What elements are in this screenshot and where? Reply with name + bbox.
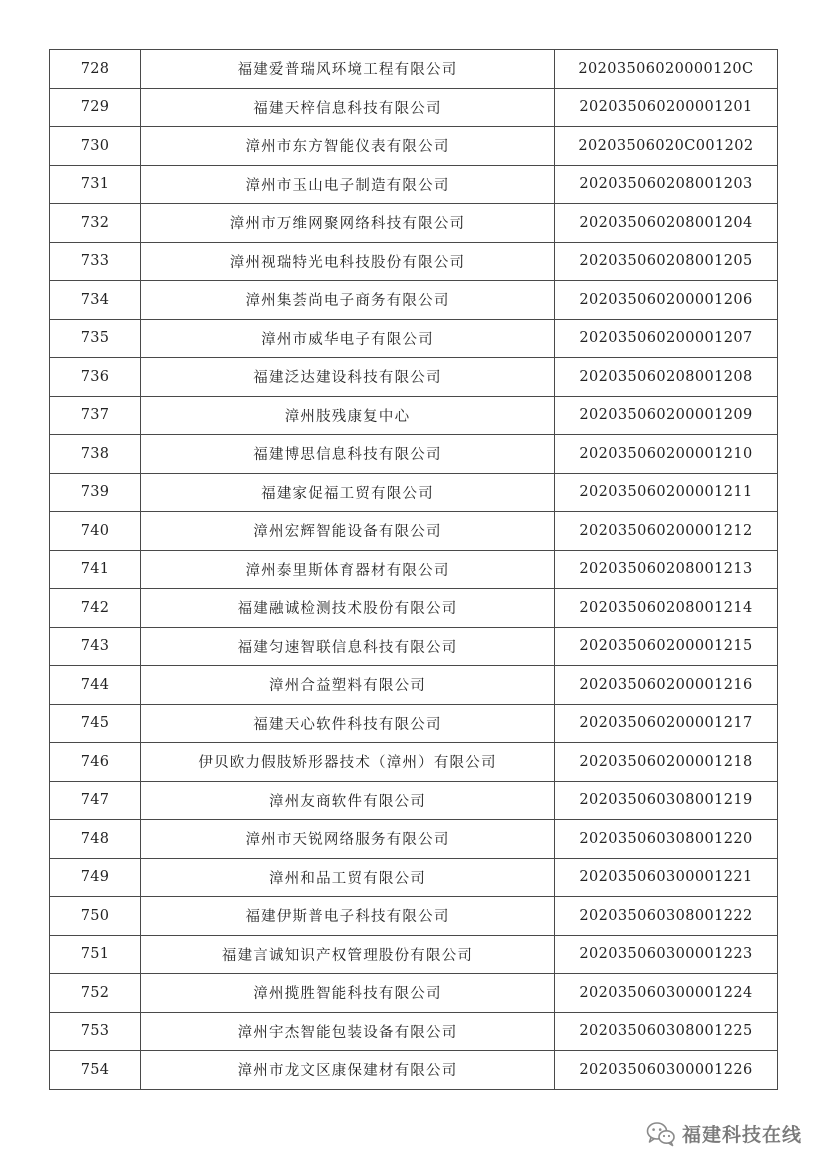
company-name: 漳州宏辉智能设备有限公司	[141, 512, 555, 551]
registration-code: 202035060300001223	[555, 935, 778, 974]
table-row	[50, 627, 778, 666]
row-number: 751	[50, 935, 141, 974]
company-name: 漳州合益塑料有限公司	[141, 666, 555, 705]
watermark-text: 福建科技在线	[681, 1124, 802, 1146]
company-name: 漳州视瑞特光电科技股份有限公司	[141, 242, 555, 281]
registration-code: 202035060200001201	[555, 88, 778, 127]
company-name: 漳州和品工贸有限公司	[141, 858, 555, 897]
table-row	[50, 50, 778, 89]
company-name: 漳州市威华电子有限公司	[141, 319, 555, 358]
table-row	[50, 1051, 778, 1090]
company-name: 福建融诚检测技术股份有限公司	[141, 589, 555, 628]
row-number: 746	[50, 743, 141, 782]
registration-code: 202035060200001218	[555, 743, 778, 782]
registration-code: 202035060200001216	[555, 666, 778, 705]
row-number: 737	[50, 396, 141, 435]
table-row	[50, 1012, 778, 1051]
row-number: 743	[50, 627, 141, 666]
table-row	[50, 666, 778, 705]
row-number: 733	[50, 242, 141, 281]
company-name: 漳州市玉山电子制造有限公司	[141, 165, 555, 204]
registration-code: 20203506020C001202	[555, 127, 778, 166]
row-number: 731	[50, 165, 141, 204]
row-number: 736	[50, 358, 141, 397]
table-row	[50, 396, 778, 435]
registration-code: 202035060308001219	[555, 781, 778, 820]
table-row	[50, 473, 778, 512]
watermark	[646, 1120, 802, 1147]
row-number: 734	[50, 281, 141, 320]
row-number: 750	[50, 897, 141, 936]
row-number: 748	[50, 820, 141, 859]
registration-code: 202035060208001214	[555, 589, 778, 628]
registration-code: 202035060300001221	[555, 858, 778, 897]
registration-code: 202035060300001226	[555, 1051, 778, 1090]
table-row	[50, 435, 778, 474]
registration-code: 202035060308001220	[555, 820, 778, 859]
company-name: 福建伊斯普电子科技有限公司	[141, 897, 555, 936]
company-name: 漳州友商软件有限公司	[141, 781, 555, 820]
row-number: 729	[50, 88, 141, 127]
registration-code: 202035060200001206	[555, 281, 778, 320]
table-row	[50, 589, 778, 628]
company-name: 福建天梓信息科技有限公司	[141, 88, 555, 127]
registration-code: 202035060200001217	[555, 704, 778, 743]
registration-code: 202035060200001207	[555, 319, 778, 358]
table-row	[50, 743, 778, 782]
company-name: 漳州市万维网聚网络科技有限公司	[141, 204, 555, 243]
row-number: 728	[50, 50, 141, 89]
registration-code: 202035060208001204	[555, 204, 778, 243]
registration-code: 202035060208001208	[555, 358, 778, 397]
table-row	[50, 550, 778, 589]
table-row	[50, 897, 778, 936]
registration-code: 202035060308001222	[555, 897, 778, 936]
row-number: 744	[50, 666, 141, 705]
company-name: 漳州揽胜智能科技有限公司	[141, 974, 555, 1013]
table-row	[50, 512, 778, 551]
table-row	[50, 358, 778, 397]
row-number: 752	[50, 974, 141, 1013]
registration-code: 202035060200001209	[555, 396, 778, 435]
table-row	[50, 858, 778, 897]
row-number: 749	[50, 858, 141, 897]
registration-code: 202035060208001203	[555, 165, 778, 204]
company-name: 伊贝欧力假肢矫形器技术（漳州）有限公司	[141, 743, 555, 782]
table-row	[50, 281, 778, 320]
row-number: 753	[50, 1012, 141, 1051]
table-row	[50, 781, 778, 820]
row-number: 730	[50, 127, 141, 166]
row-number: 739	[50, 473, 141, 512]
registration-code: 202035060200001215	[555, 627, 778, 666]
registration-code: 202035060308001225	[555, 1012, 778, 1051]
table-row	[50, 165, 778, 204]
row-number: 754	[50, 1051, 141, 1090]
company-name: 漳州宇杰智能包装设备有限公司	[141, 1012, 555, 1051]
registration-code: 202035060300001224	[555, 974, 778, 1013]
company-name: 福建匀速智联信息科技有限公司	[141, 627, 555, 666]
company-name: 福建天心软件科技有限公司	[141, 704, 555, 743]
table-row	[50, 974, 778, 1013]
row-number: 742	[50, 589, 141, 628]
registration-code: 202035060208001213	[555, 550, 778, 589]
row-number: 745	[50, 704, 141, 743]
company-name: 漳州市龙文区康保建材有限公司	[141, 1051, 555, 1090]
row-number: 747	[50, 781, 141, 820]
company-name: 福建博思信息科技有限公司	[141, 435, 555, 474]
row-number: 740	[50, 512, 141, 551]
table-row	[50, 88, 778, 127]
row-number: 738	[50, 435, 141, 474]
row-number: 735	[50, 319, 141, 358]
registration-table-body	[50, 50, 778, 1090]
registration-table	[49, 49, 778, 1090]
row-number: 741	[50, 550, 141, 589]
company-name: 漳州肢残康复中心	[141, 396, 555, 435]
registration-code: 202035060208001205	[555, 242, 778, 281]
company-name: 福建言诚知识产权管理股份有限公司	[141, 935, 555, 974]
table-row	[50, 935, 778, 974]
registration-code: 202035060200001210	[555, 435, 778, 474]
company-name: 漳州集荟尚电子商务有限公司	[141, 281, 555, 320]
company-name: 福建爱普瑞风环境工程有限公司	[141, 50, 555, 89]
table-row	[50, 242, 778, 281]
registration-code: 202035060200001212	[555, 512, 778, 551]
table-row	[50, 820, 778, 859]
registration-code: 20203506020000120C	[555, 50, 778, 89]
table-row	[50, 319, 778, 358]
company-name: 福建泛达建设科技有限公司	[141, 358, 555, 397]
company-name: 漳州市天锐网络服务有限公司	[141, 820, 555, 859]
company-name: 漳州泰里斯体育器材有限公司	[141, 550, 555, 589]
wechat-icon	[646, 1121, 676, 1147]
company-name: 福建家促福工贸有限公司	[141, 473, 555, 512]
row-number: 732	[50, 204, 141, 243]
registration-code: 202035060200001211	[555, 473, 778, 512]
table-row	[50, 127, 778, 166]
company-name: 漳州市东方智能仪表有限公司	[141, 127, 555, 166]
table-row	[50, 704, 778, 743]
table-row	[50, 204, 778, 243]
